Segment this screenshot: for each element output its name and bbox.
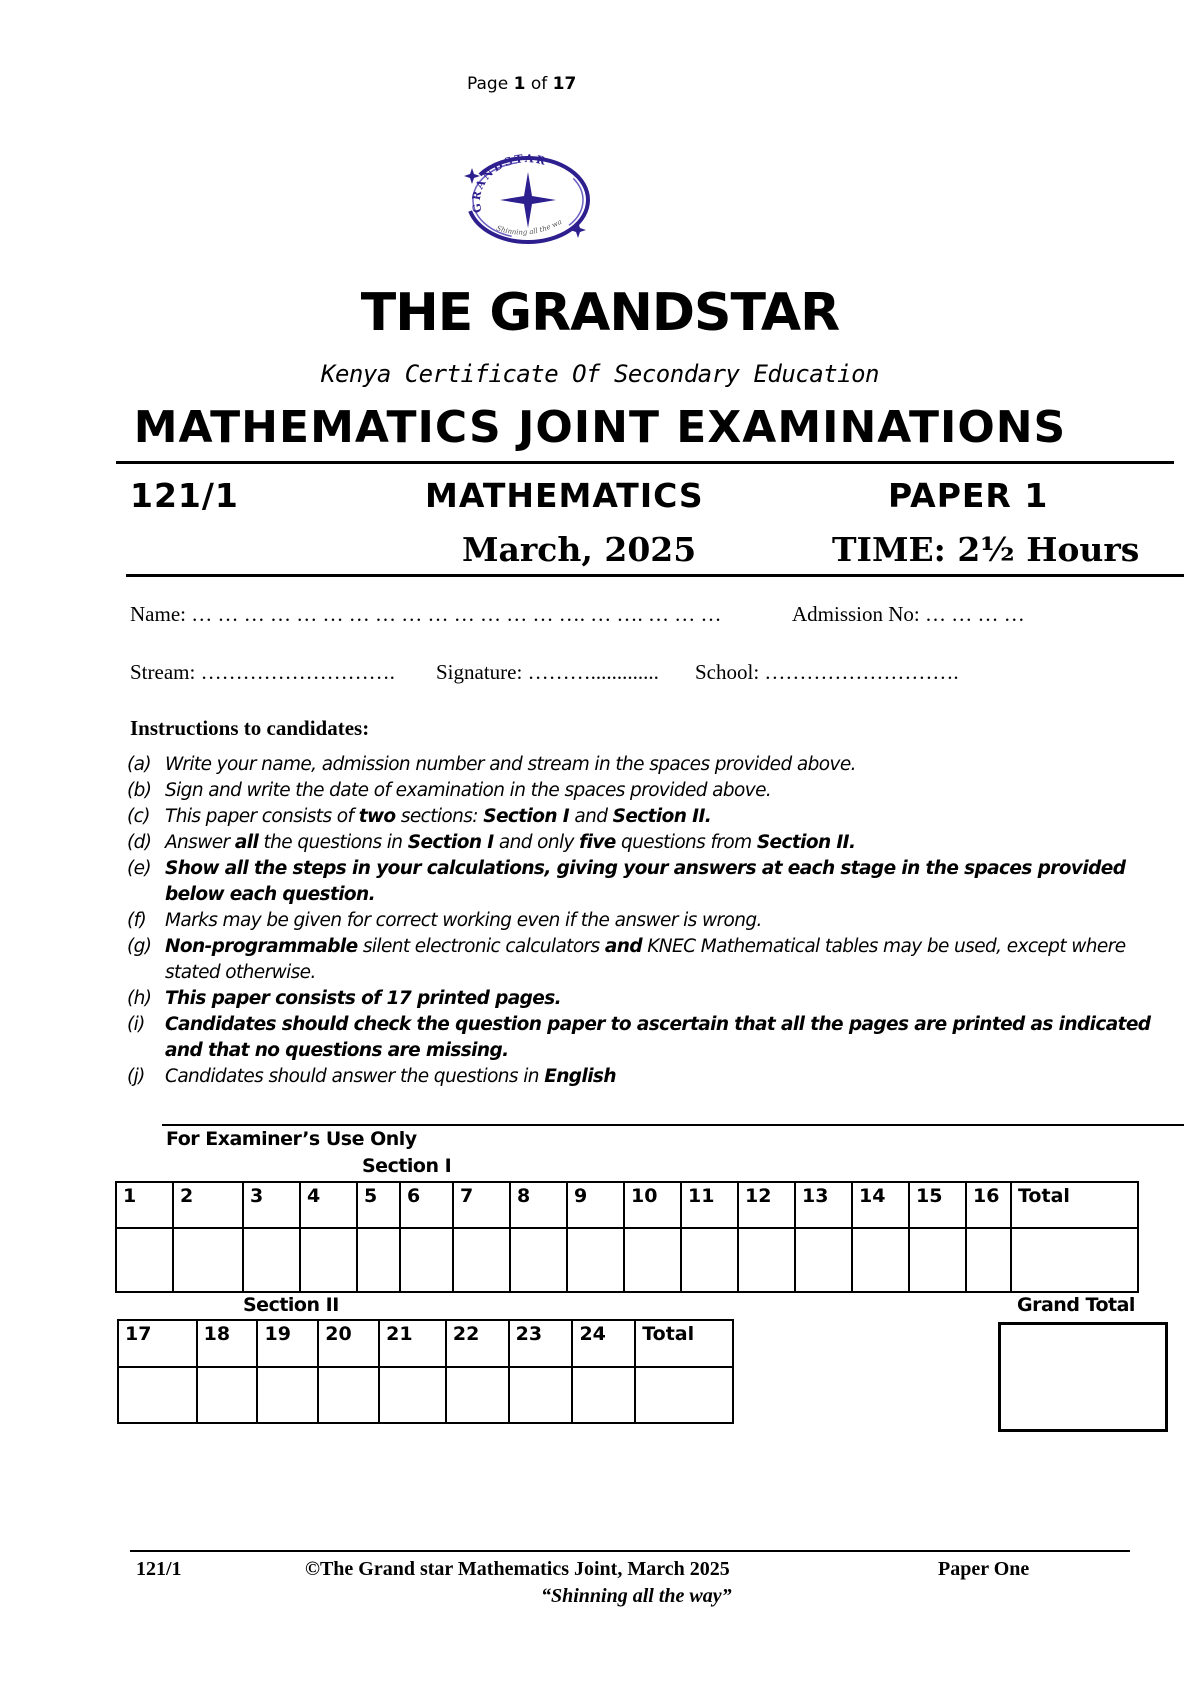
q7-header: 7	[453, 1182, 510, 1228]
exam-date: March, 2025	[462, 530, 697, 569]
instruction-item: (i) Candidates should check the question paper to ascertain that all the pages are printed as indicated and that no questions are missing.	[127, 1014, 1151, 1061]
section-1-label: Section I	[362, 1155, 452, 1177]
q4-header: 4	[300, 1182, 357, 1228]
instruction-item: (f) Marks may be given for correct working even if the answer is wrong.	[127, 910, 762, 931]
mark-cell[interactable]	[738, 1228, 795, 1292]
q8-header: 8	[510, 1182, 567, 1228]
q6-header: 6	[400, 1182, 453, 1228]
section-2-total-header: Total	[635, 1320, 733, 1367]
q17-header: 17	[118, 1320, 197, 1367]
examiner-divider	[162, 1124, 1184, 1126]
exam-time: TIME: 2½ Hours	[832, 530, 1140, 569]
q12-header: 12	[738, 1182, 795, 1228]
grandstar-logo-icon	[460, 150, 596, 246]
instructions-title: Instructions to candidates:	[130, 716, 370, 740]
exam-title: MATHEMATICS JOINT EXAMINATIONS	[133, 402, 1067, 453]
mark-cell[interactable]	[909, 1228, 966, 1292]
q19-header: 19	[257, 1320, 318, 1367]
svg-text:GRANDSTAR: GRANDSTAR	[469, 152, 549, 214]
footer-copyright: ©The Grand star Mathematics Joint, March 2025	[305, 1558, 730, 1580]
section-1-header-row	[116, 1182, 1138, 1228]
header-rule-bottom	[126, 574, 1184, 577]
mark-cell[interactable]	[173, 1228, 243, 1292]
section-2-marks-row	[118, 1367, 733, 1423]
grand-total-box[interactable]	[998, 1322, 1168, 1432]
mark-cell[interactable]	[446, 1367, 509, 1423]
instruction-item: (h) This paper consists of 17 printed pages.	[127, 988, 562, 1009]
section-1-marks-row	[116, 1228, 1138, 1292]
q22-header: 22	[446, 1320, 509, 1367]
footer-paper: Paper One	[938, 1558, 1030, 1580]
school-name: THE GRANDSTAR	[360, 283, 840, 343]
q23-header: 23	[509, 1320, 573, 1367]
instruction-item: (a) Write your name, admission number and stream in the spaces provided above.	[127, 754, 856, 775]
q21-header: 21	[379, 1320, 446, 1367]
q1-header: 1	[116, 1182, 173, 1228]
mark-cell[interactable]	[243, 1228, 300, 1292]
header-rule-top	[116, 461, 1174, 464]
svg-text:Shinning all the way: Shinning all the wa	[495, 217, 564, 237]
mark-cell[interactable]	[795, 1228, 852, 1292]
grand-total-label: Grand Total	[1017, 1294, 1135, 1316]
q2-header: 2	[173, 1182, 243, 1228]
mark-cell[interactable]	[379, 1367, 446, 1423]
section-2-label: Section II	[243, 1294, 339, 1316]
mark-cell[interactable]	[357, 1228, 400, 1292]
instructions-list	[127, 752, 1167, 1090]
mark-cell[interactable]	[197, 1367, 258, 1423]
subject-title: MATHEMATICS	[425, 476, 704, 515]
section-2-header-row	[118, 1320, 733, 1367]
mark-cell[interactable]	[624, 1228, 681, 1292]
q10-header: 10	[624, 1182, 681, 1228]
mark-cell[interactable]	[572, 1367, 635, 1423]
q3-header: 3	[243, 1182, 300, 1228]
mark-cell[interactable]	[567, 1228, 624, 1292]
examiner-title: For Examiner’s Use Only	[166, 1128, 417, 1150]
q20-header: 20	[318, 1320, 379, 1367]
instruction-item: (g) Non-programmable silent electronic calculators and KNEC Mathematical tables may be used, except where stated otherwise.	[127, 936, 1126, 983]
admission-field[interactable]: Admission No: … … … …	[792, 602, 1025, 626]
mark-cell[interactable]	[966, 1228, 1011, 1292]
mark-cell[interactable]	[257, 1367, 318, 1423]
instruction-item: (j) Candidates should answer the questions in English	[127, 1066, 616, 1087]
footer-motto: “Shinning all the way”	[541, 1585, 732, 1607]
footer-code: 121/1	[136, 1558, 182, 1580]
school-field[interactable]: School: ……………………….	[695, 660, 959, 684]
q5-header: 5	[357, 1182, 400, 1228]
mark-cell[interactable]	[300, 1228, 357, 1292]
school-logo	[460, 150, 596, 246]
mark-cell[interactable]	[453, 1228, 510, 1292]
paper-code: 121/1	[130, 476, 239, 515]
paper-number: PAPER 1	[888, 476, 1049, 515]
q11-header: 11	[681, 1182, 738, 1228]
q16-header: 16	[966, 1182, 1011, 1228]
instruction-item: (b) Sign and write the date of examination in the spaces provided above.	[127, 780, 772, 801]
section-2-total-cell[interactable]	[635, 1367, 733, 1423]
signature-field[interactable]: Signature: ……….............	[436, 660, 659, 684]
q13-header: 13	[795, 1182, 852, 1228]
q18-header: 18	[197, 1320, 258, 1367]
q14-header: 14	[852, 1182, 909, 1228]
section-1-total-cell[interactable]	[1011, 1228, 1138, 1292]
page-number: Page 1 of 17	[467, 74, 577, 94]
certificate-title: Kenya Certificate Of Secondary Education	[321, 360, 879, 388]
section-1-total-header: Total	[1011, 1182, 1138, 1228]
mark-cell[interactable]	[509, 1367, 573, 1423]
footer-rule	[130, 1550, 1130, 1552]
mark-cell[interactable]	[681, 1228, 738, 1292]
instruction-item: (c) This paper consists of two sections: Section I and Section II.	[127, 806, 712, 827]
mark-cell[interactable]	[400, 1228, 453, 1292]
q15-header: 15	[909, 1182, 966, 1228]
mark-cell[interactable]	[510, 1228, 567, 1292]
name-field[interactable]: Name: … … … … … … … … … … … … … … …. … …. … … …	[130, 602, 722, 626]
q24-header: 24	[572, 1320, 635, 1367]
q9-header: 9	[567, 1182, 624, 1228]
section-2-table	[117, 1319, 734, 1424]
mark-cell[interactable]	[118, 1367, 197, 1423]
section-1-table	[115, 1181, 1139, 1293]
instruction-item: (d) Answer all the questions in Section I and only five questions from Section II.	[127, 832, 856, 853]
mark-cell[interactable]	[116, 1228, 173, 1292]
mark-cell[interactable]	[318, 1367, 379, 1423]
stream-field[interactable]: Stream: ……………………….	[130, 660, 395, 684]
instruction-item: (e) Show all the steps in your calculations, giving your answers at each stage in the spaces provided below each question.	[127, 858, 1126, 905]
mark-cell[interactable]	[852, 1228, 909, 1292]
